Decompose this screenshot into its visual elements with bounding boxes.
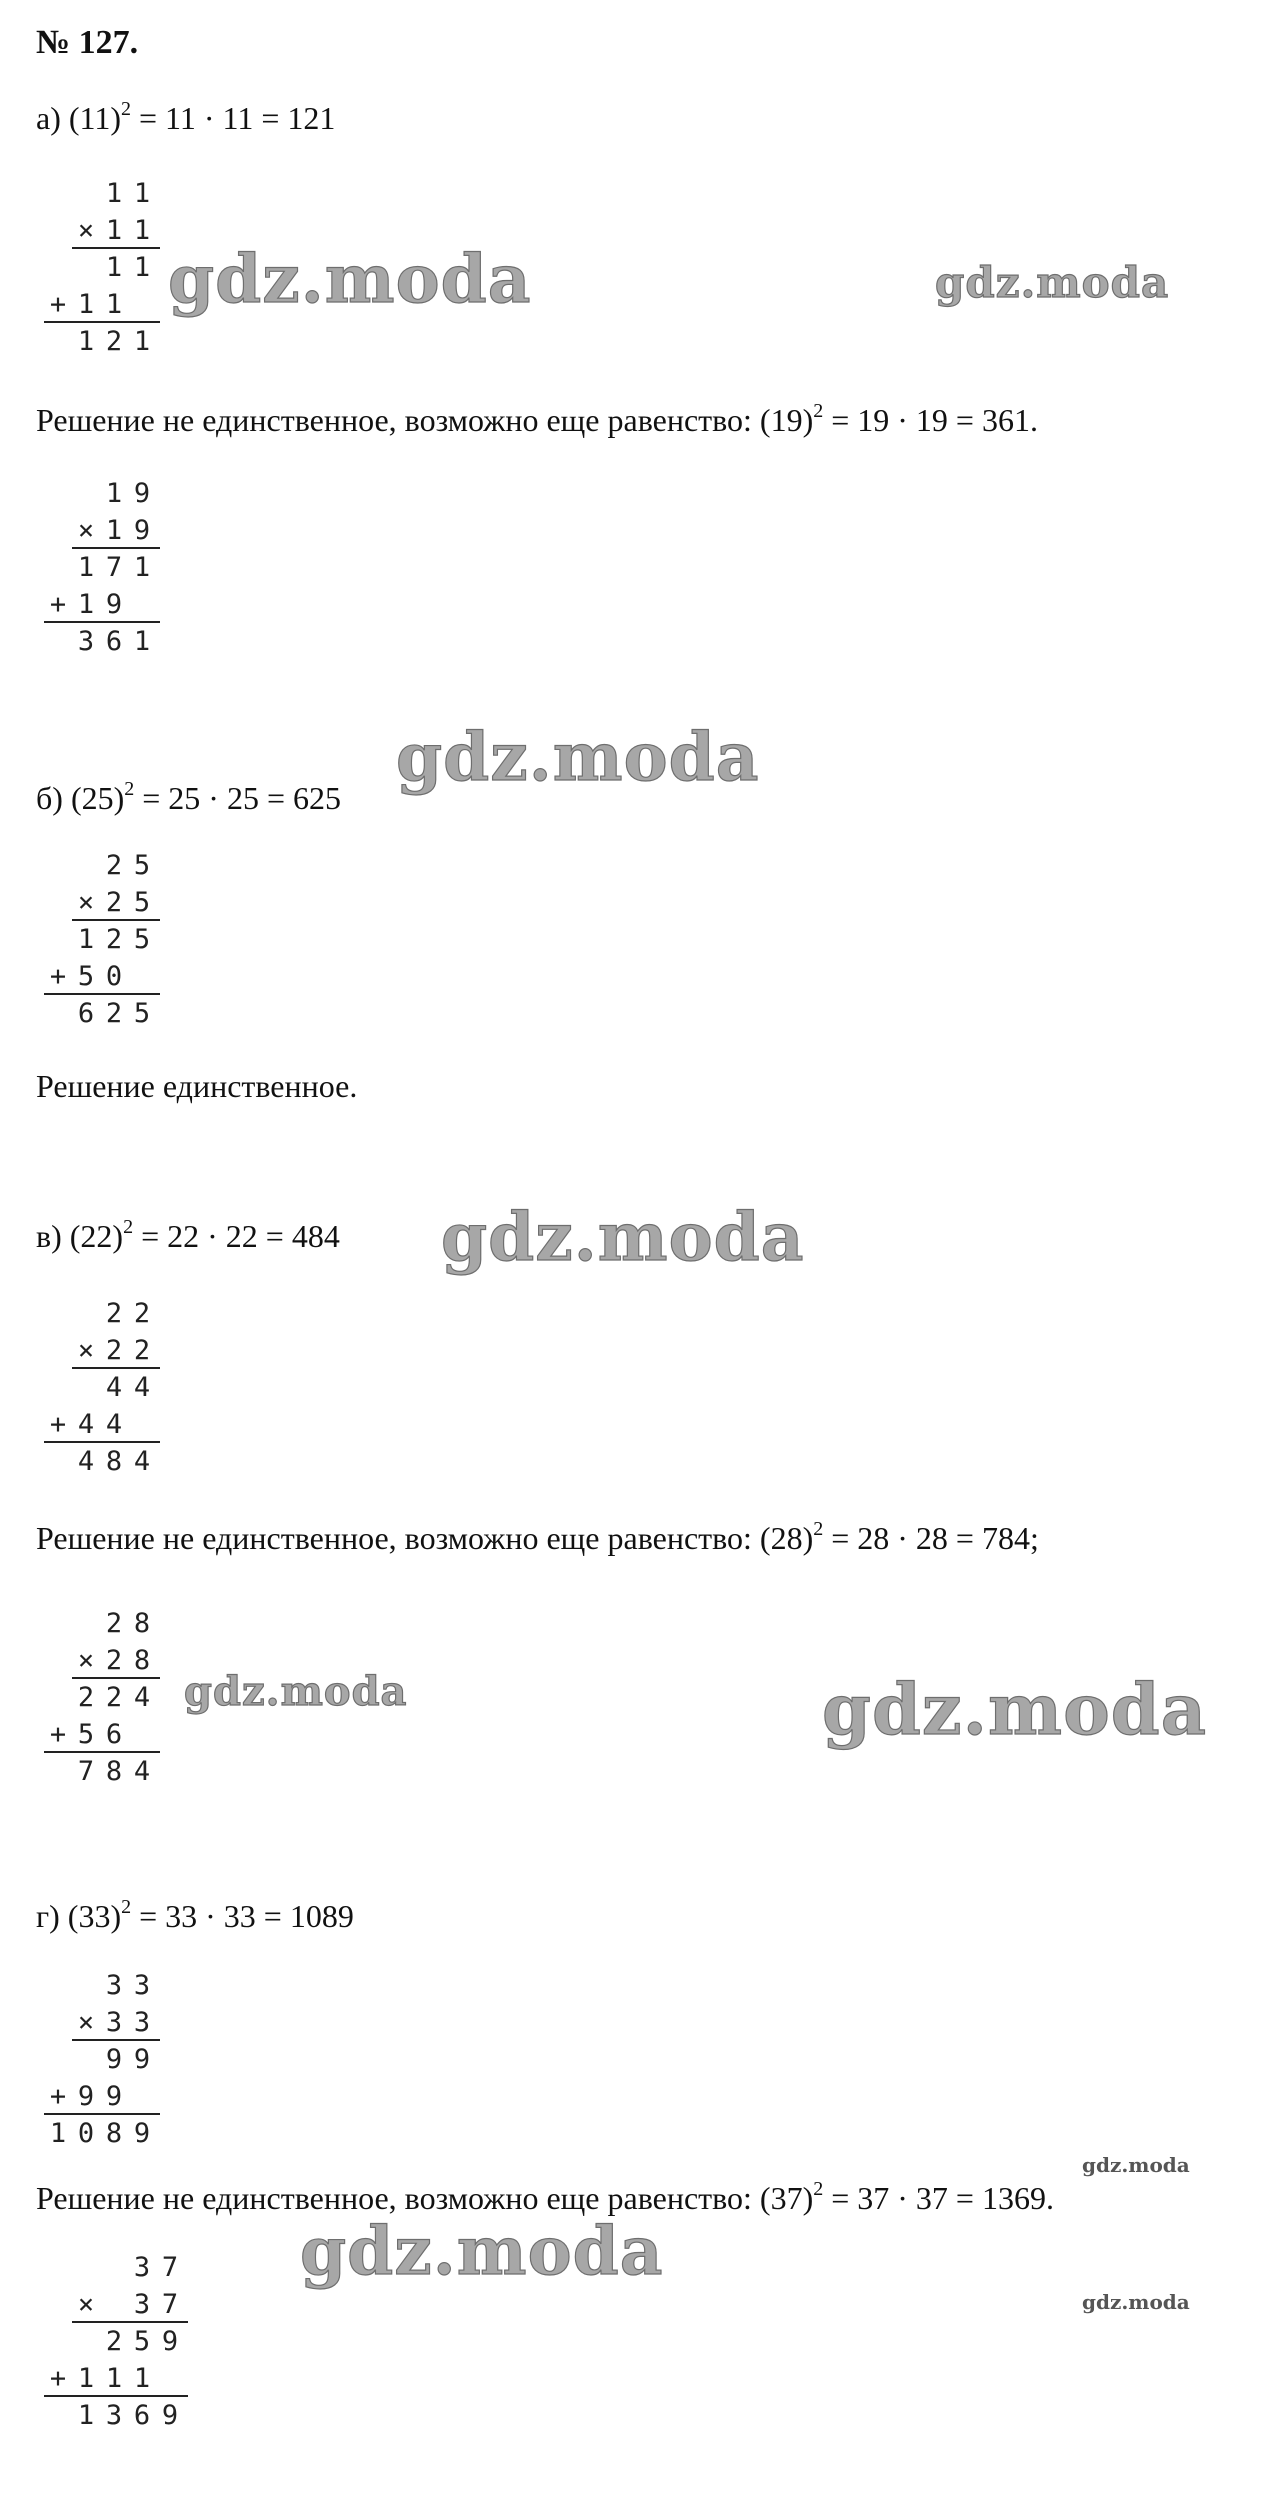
calc-row — [44, 1296, 156, 1332]
digit: 1 — [133, 215, 151, 246]
digit: 1 — [77, 289, 95, 320]
plus-sign: + — [49, 2081, 67, 2112]
digit: 1 — [105, 478, 123, 509]
digit: 7 — [105, 552, 123, 583]
calc-row — [44, 176, 156, 212]
watermark: gdz.moda — [1082, 2290, 1190, 2314]
calc-rule — [72, 1677, 160, 1679]
calc-rule — [72, 919, 160, 921]
calc-row — [44, 1444, 156, 1480]
digit: 9 — [133, 478, 151, 509]
digit: 2 — [105, 924, 123, 955]
calc-row — [44, 885, 156, 921]
equation-rest: = 37 · 37 = 1369. — [823, 2180, 1054, 2216]
digit: 0 — [77, 2118, 95, 2149]
digit: 3 — [133, 2252, 151, 2283]
calc-row — [44, 996, 156, 1032]
digit: 3 — [77, 626, 95, 657]
plus-sign: + — [49, 1409, 67, 1440]
calc-rule — [44, 321, 160, 323]
equation-g — [36, 1898, 354, 1935]
equation-rest: = 25 · 25 = 625 — [134, 780, 341, 816]
square-base: (33) — [67, 1898, 122, 1934]
digit: 2 — [105, 2326, 123, 2357]
part-label: в) — [36, 1218, 62, 1254]
digit: 2 — [105, 998, 123, 1029]
digit: 9 — [161, 2400, 179, 2431]
calc-row — [44, 922, 156, 958]
digit: 9 — [105, 589, 123, 620]
multiply-sign: × — [77, 2007, 95, 2038]
calc-row — [44, 1717, 156, 1753]
digit: 0 — [105, 961, 123, 992]
digit: 1 — [105, 515, 123, 546]
calc-row — [44, 550, 156, 586]
part-label: а) — [36, 100, 61, 136]
plus-sign: + — [49, 589, 67, 620]
digit: 5 — [133, 2326, 151, 2357]
calc-row — [44, 2042, 156, 2078]
digit: 4 — [133, 1756, 151, 1787]
digit: 2 — [105, 1682, 123, 1713]
alternative-g — [36, 2180, 1054, 2217]
digit: 1 — [133, 626, 151, 657]
digit: 1 — [77, 2400, 95, 2431]
square-base: (11) — [68, 100, 121, 136]
digit: 1 — [77, 552, 95, 583]
watermark: gdz.moda — [1082, 2153, 1190, 2177]
calc-row — [44, 959, 156, 995]
digit: 2 — [105, 850, 123, 881]
digit: 2 — [133, 1335, 151, 1366]
digit: 3 — [133, 2289, 151, 2320]
digit: 1 — [133, 178, 151, 209]
digit: 8 — [105, 2118, 123, 2149]
equation-rest: = 22 · 22 = 484 — [133, 1218, 340, 1254]
digit: 1 — [133, 252, 151, 283]
digit: 4 — [133, 1682, 151, 1713]
digit: 3 — [105, 2007, 123, 2038]
calc-rule — [44, 1751, 160, 1753]
multiply-sign: × — [77, 515, 95, 546]
calc-row — [44, 1370, 156, 1406]
digit: 1 — [133, 326, 151, 357]
digit: 5 — [133, 887, 151, 918]
digit: 2 — [105, 1608, 123, 1639]
watermark: gdz.moda — [935, 258, 1170, 307]
alt-note: Решение не единственное, возможно еще равенство: — [36, 2180, 752, 2216]
calc-row — [44, 2324, 184, 2360]
digit: 2 — [105, 1645, 123, 1676]
plus-sign: + — [49, 961, 67, 992]
plus-sign: + — [49, 1719, 67, 1750]
digit: 5 — [133, 924, 151, 955]
equation-b — [36, 780, 341, 817]
multiply-sign: × — [77, 1335, 95, 1366]
digit: 1 — [77, 2363, 95, 2394]
digit: 2 — [105, 887, 123, 918]
alternative-v — [36, 1520, 1039, 1557]
digit: 6 — [105, 626, 123, 657]
calc-row — [44, 1407, 156, 1443]
digit: 2 — [105, 1335, 123, 1366]
digit: 9 — [133, 2044, 151, 2075]
digit: 9 — [105, 2081, 123, 2112]
digit: 1 — [77, 326, 95, 357]
calc-row — [44, 2287, 184, 2323]
calc-rule — [72, 547, 160, 549]
digit: 1 — [105, 215, 123, 246]
multiply-sign: × — [77, 887, 95, 918]
digit: 5 — [77, 961, 95, 992]
digit: 9 — [133, 2118, 151, 2149]
digit: 2 — [77, 1682, 95, 1713]
calc-row — [44, 2250, 184, 2286]
digit: 4 — [133, 1372, 151, 1403]
equation-v — [36, 1218, 340, 1255]
unique-note-b: Решение единственное. — [36, 1068, 358, 1104]
calc-row — [44, 848, 156, 884]
watermark: gdz.moda — [441, 1198, 805, 1276]
watermark: gdz.moda — [396, 718, 760, 796]
digit: 3 — [105, 2400, 123, 2431]
digit: 1 — [105, 252, 123, 283]
digit: 1 — [77, 924, 95, 955]
square-base: (22) — [69, 1218, 124, 1254]
watermark: gdz.moda — [184, 1668, 408, 1715]
calc-row — [44, 287, 156, 323]
calc-row — [44, 513, 156, 549]
calc-rule — [44, 621, 160, 623]
calc-row — [44, 624, 156, 660]
digit: 2 — [133, 1298, 151, 1329]
digit: 4 — [105, 1372, 123, 1403]
digit: 8 — [133, 1608, 151, 1639]
calc-rule — [72, 2039, 160, 2041]
digit: 6 — [77, 998, 95, 1029]
digit: 8 — [105, 1756, 123, 1787]
exponent: 2 — [813, 2178, 824, 2200]
digit: 2 — [105, 1298, 123, 1329]
digit: 5 — [77, 1719, 95, 1750]
part-label: б) — [36, 780, 63, 816]
part-label: г) — [36, 1898, 60, 1934]
calc-rule — [44, 993, 160, 995]
equation-rest: = 19 · 19 = 361. — [823, 402, 1038, 438]
exponent: 2 — [123, 1216, 134, 1238]
digit: 9 — [133, 515, 151, 546]
digit: 9 — [161, 2326, 179, 2357]
square-base: (37) — [759, 2180, 814, 2216]
calc-row — [44, 1643, 156, 1679]
exponent: 2 — [813, 400, 824, 422]
calc-rule — [72, 2321, 188, 2323]
calc-row — [44, 213, 156, 249]
digit: 1 — [49, 2118, 67, 2149]
digit: 9 — [105, 2044, 123, 2075]
calc-rule — [72, 247, 160, 249]
calc-row — [44, 1968, 156, 2004]
square-base: (25) — [70, 780, 125, 816]
exponent: 2 — [813, 1518, 824, 1540]
calc-row — [44, 2116, 156, 2152]
plus-sign: + — [49, 289, 67, 320]
digit: 8 — [105, 1446, 123, 1477]
digit: 2 — [105, 326, 123, 357]
calc-row — [44, 1606, 156, 1642]
alt-note: Решение не единственное, возможно еще равенство: — [36, 1520, 752, 1556]
calc-rule — [44, 2113, 160, 2115]
digit: 3 — [105, 1970, 123, 2001]
digit: 1 — [105, 289, 123, 320]
digit: 8 — [133, 1645, 151, 1676]
digit: 7 — [161, 2252, 179, 2283]
equation-rest: = 28 · 28 = 784; — [823, 1520, 1039, 1556]
calc-row — [44, 250, 156, 286]
digit: 4 — [133, 1446, 151, 1477]
calc-row — [44, 2005, 156, 2041]
digit: 3 — [133, 1970, 151, 2001]
calc-row — [44, 1754, 156, 1790]
calc-rule — [44, 1441, 160, 1443]
calc-row — [44, 324, 156, 360]
multiply-sign: × — [77, 215, 95, 246]
digit: 7 — [161, 2289, 179, 2320]
square-base: (28) — [759, 1520, 814, 1556]
plus-sign: + — [49, 2363, 67, 2394]
equation-a — [36, 100, 335, 137]
square-base: (19) — [759, 402, 814, 438]
digit: 1 — [105, 178, 123, 209]
digit: 1 — [77, 589, 95, 620]
exponent: 2 — [120, 98, 131, 120]
calc-row — [44, 587, 156, 623]
alt-note: Решение не единственное, возможно еще равенство: — [36, 402, 752, 438]
watermark: gdz.moda — [168, 240, 532, 318]
equation-rest: = 33 · 33 = 1089 — [131, 1898, 354, 1934]
calc-row — [44, 1333, 156, 1369]
alternative-a — [36, 402, 1038, 439]
calc-row — [44, 2079, 156, 2115]
digit: 9 — [77, 2081, 95, 2112]
problem-number: № 127. — [36, 24, 139, 61]
digit: 1 — [133, 552, 151, 583]
digit: 5 — [133, 998, 151, 1029]
equation-rest: = 11 · 11 = 121 — [130, 100, 336, 136]
watermark: gdz.moda — [822, 1668, 1208, 1751]
digit: 5 — [133, 850, 151, 881]
digit: 3 — [133, 2007, 151, 2038]
digit: 1 — [105, 2363, 123, 2394]
calc-row — [44, 2361, 184, 2397]
calc-row — [44, 476, 156, 512]
calc-rule — [44, 2395, 188, 2397]
digit: 4 — [105, 1409, 123, 1440]
digit: 4 — [77, 1446, 95, 1477]
exponent: 2 — [121, 1896, 132, 1918]
calc-row — [44, 2398, 184, 2434]
digit: 7 — [77, 1756, 95, 1787]
multiply-sign: × — [77, 2289, 95, 2320]
digit: 4 — [77, 1409, 95, 1440]
digit: 1 — [133, 2363, 151, 2394]
digit: 6 — [105, 1719, 123, 1750]
exponent: 2 — [124, 778, 135, 800]
digit: 6 — [133, 2400, 151, 2431]
watermark: gdz.moda — [300, 2212, 664, 2290]
calc-rule — [72, 1367, 160, 1369]
multiply-sign: × — [77, 1645, 95, 1676]
calc-row — [44, 1680, 156, 1716]
